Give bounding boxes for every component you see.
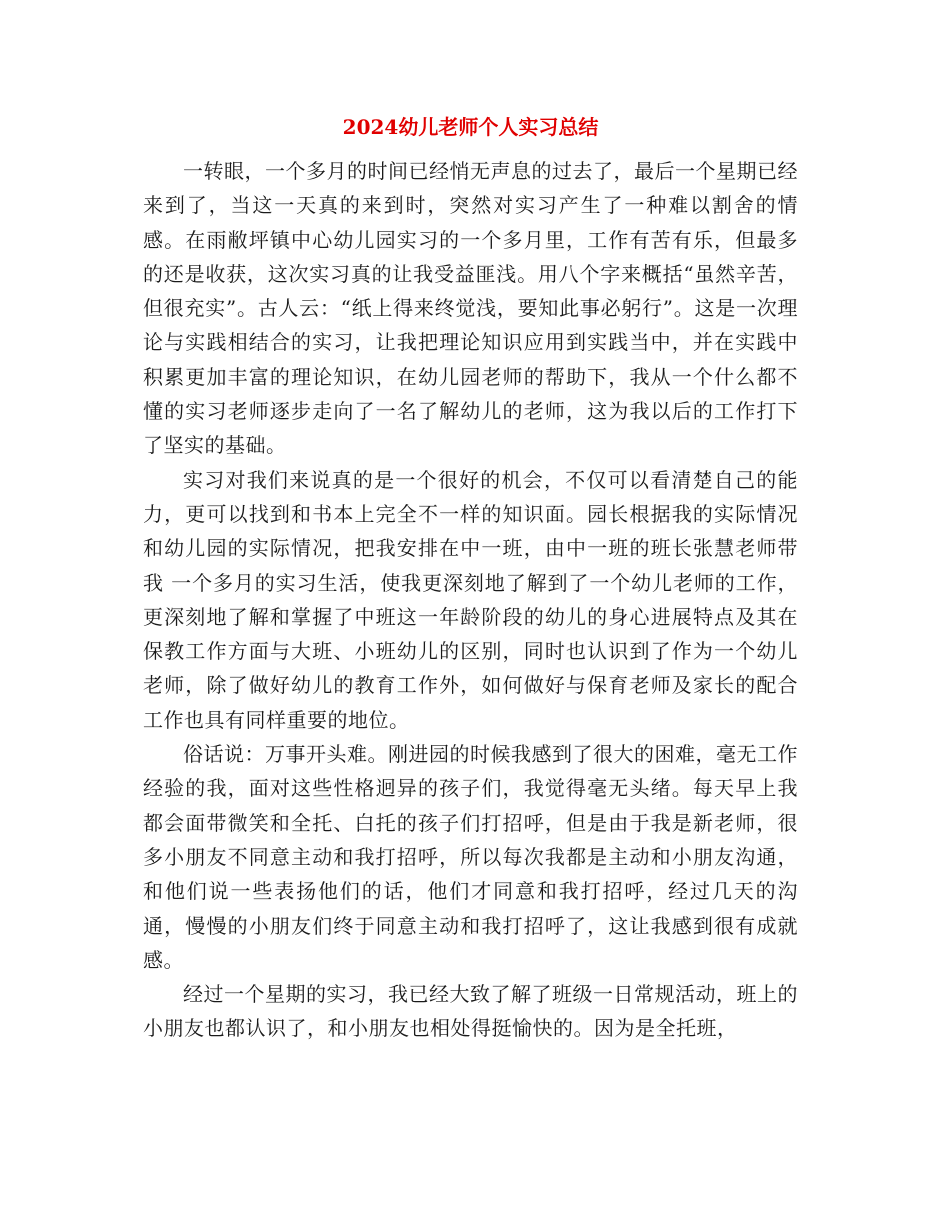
body-paragraph-1: 一转眼，一个多月的时间已经悄无声息的过去了，最后一个星期已经来到了，当这一天真的来到时，突然对实习产生了一种难以割舍的情感。在雨敝坪镇中心幼儿园实习的一个多月里，工作有苦有乐，但最多的还是收获，这次实习真的让我受益匪浅。用八个字来概括“虽然辛苦，但很充实”。古人云：“纸上得来终觉浅，要知此事必躬行”。这是一次理论与实践相结合的实习，让我把理论知识应用到实践当中，并在实践中积累更加丰富的理论知识，在幼儿园老师的帮助下，我从一个什么都不懂的实习老师逐步走向了一名了解幼儿的老师，这为我以后的工作打下了坚实的基础。 [143,159,798,458]
body-paragraph-4: 经过一个星期的实习，我已经大致了解了班级一日常规活动，班上的小朋友也都认识了，和小朋友也相处得挺愉快的。因为是全托班， [143,982,798,1041]
document-page [143,112,798,1046]
body-paragraph-3: 俗话说：万事开头难。刚进园的时候我感到了很大的困难，毫无工作经验的我，面对这些性格迥异的孩子们，我觉得毫无头绪。每天早上我都会面带微笑和全托、白托的孩子们打招呼，但是由于我是新老师，很多小朋友不同意主动和我打招呼，所以每次我都是主动和小朋友沟通，和他们说一些表扬他们的话，他们才同意和我打招呼，经过几天的沟通，慢慢的小朋友们终于同意主动和我打招呼了，这让我感到很有成就感。 [143,742,798,972]
document-title: 2024幼儿老师个人实习总结 [342,115,599,139]
body-paragraph-2: 实习对我们来说真的是一个很好的机会，不仅可以看清楚自己的能力，更可以找到和书本上完全不一样的知识面。园长根据我的实际情况和幼儿园的实际情况，把我安排在中一班，由中一班的班长张慧老师带我 一个多月的实习生活，使我更深刻地了解到了一个幼儿老师的工作，更深刻地了解和掌握了中班这一年龄阶段的幼儿的身心进展特点及其在保教工作方面与大班、小班幼儿的区别，同时也认识到了作为一个幼儿老师，除了做好幼儿的教育工作外，如何做好与保育老师及家长的配合工作也具有同样重要的地位。 [143,467,798,732]
